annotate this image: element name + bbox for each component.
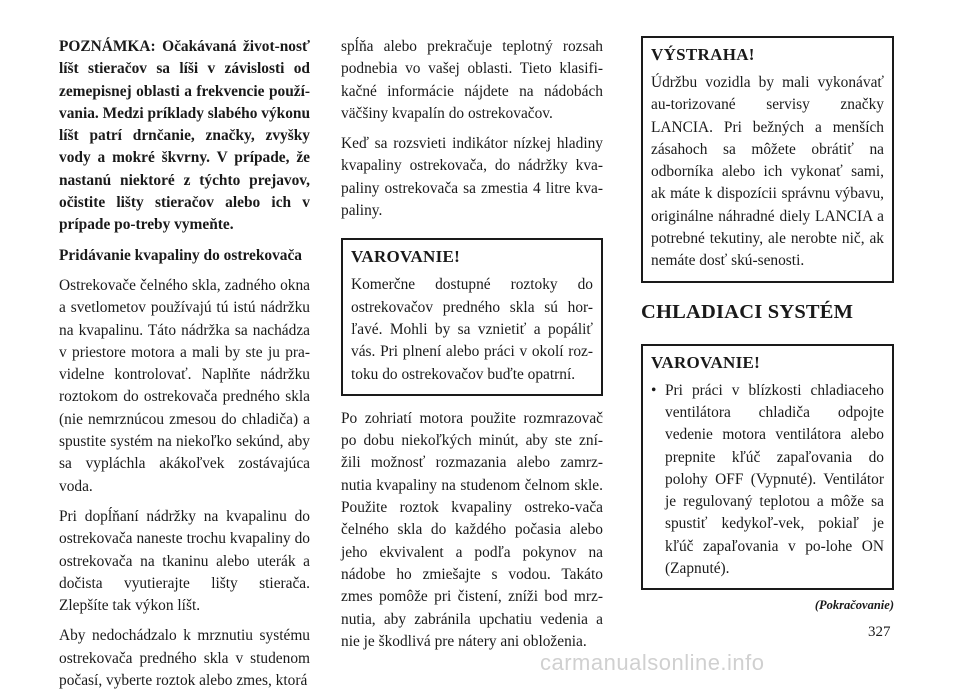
warning-title: VAROVANIE! xyxy=(351,247,461,267)
paragraph: Keď sa rozsvieti indikátor nízkej hladiny kvapaliny ostrekovača, do nádržky kva-paliny ostrekovača sa zmestia 4 litre kva-paliny. xyxy=(341,135,603,220)
paragraph: Ostrekovače čelného skla, zadného okna a svetlometov používajú tú istú nádržku na kvapalinu. Táto nádržka sa nachádza v priestore motora a mali by ste ju pra-videlne kontrolovať. Naplňte nádržku roztokom do ostrekovača predného skla (nie nemrznúcou zmesou do chladiča) a spustite systém na niekoľko sekúnd, aby sa vypláchla akákoľvek zostávajúca voda. xyxy=(59,276,310,495)
paragraph: Aby nedochádzalo k mrznutiu systému ostrekovača predného skla v studenom počasí, vyberte roztok alebo zmes, ktorá xyxy=(59,627,310,690)
paragraph: spĺňa alebo prekračuje teplotný rozsah podnebia vo vašej oblasti. Tieto klasifi-kačné informácie nájdete na nádobách väčšiny kvapalín do ostrekovačov. xyxy=(341,38,603,122)
caution-title: VÝSTRAHA! xyxy=(651,45,755,64)
section-heading: CHLADIACI SYSTÉM xyxy=(641,300,854,323)
subheading-washer-fluid: Pridávanie kvapaliny do ostrekovača xyxy=(59,246,302,264)
bullet-icon: • xyxy=(651,381,657,399)
note-paragraph: POZNÁMKA: Očakávaná život-nosť líšt stieračov sa líši v závislosti od zemepisnej oblasti a frekvencie použí-vania. Medzi príklady slabého výkonu líšt patrí drnčanie, značky, zvyšky vody a mokré škvrny. V prípade, že nastanú niektoré z týchto prejavov, očistite lišty stieračov alebo ich v prípade po-treby vymeňte. xyxy=(59,38,311,234)
warning-text: Komerčne dostupné roztoky do ostrekovačov predného skla sú hor-ľavé. Mohli by sa vznietiť a popáliť vás. Pri plnení alebo práci v okolí roz-toku do ostrekovačov buďte opatrní. xyxy=(351,276,593,383)
column-middle xyxy=(341,36,603,661)
watermark: carmanualsonline.info xyxy=(540,650,765,675)
continued-label: (Pokračovanie) xyxy=(814,598,894,613)
column-right xyxy=(641,36,894,613)
warning-box xyxy=(641,344,894,591)
paragraph: Po zohriatí motora použite rozmrazovač po dobu niekoľkých minút, aby ste zní-žili možnosť rozmazania alebo zamrz-nutia kvapaliny na studenom čelnom skle. Použite roztok kvapaliny ostreko-vača čelného skla do každého počasia alebo jeho ekvivalent a podľa pokynov na nádobe ho zmiešajte s vodou. Takáto zmes pomôže pri čistení, zníži bod mrz-nutia, aby zabránila upchatiu vedenia a nie je škodlivá pre nátery ani obloženia. xyxy=(341,409,603,650)
warning-title: VAROVANIE! xyxy=(651,352,761,372)
bullet-text: Pri práci v blízkosti chladiaceho ventilátora chladiča odpojte vedenie motora ventilátora alebo prepnite kľúč zapaľovania do polohy OFF (Vypnuté). Ventilátor je regulovaný teplotou a môže sa spustiť kedykoľ-vek, pokiaľ je kľúč zapaľovania v po-lohe ON (Zapnuté). xyxy=(665,381,884,578)
bullet-item xyxy=(651,380,884,581)
caution-text: Údržbu vozidla by mali vykonávať au-torizované servisy značky LANCIA. Pri bežných a menších zásahoch sa môžete obrátiť na odborníka alebo ich vykonať sami, ak máte k dispozícii správnu výbavu, originálne náhradné diely LANCIA a potrebné tekutiny, ale nerobte nič, ak nemáte dosť skú-senosti. xyxy=(651,74,884,270)
paragraph: Pri dopĺňaní nádržky na kvapalinu do ostrekovača naneste trochu kvapaliny do ostrekovača na tkaninu alebo uterák a dočista vyutierajte lišty stierača. Zlepšíte tak výkon líšt. xyxy=(59,507,310,615)
warning-box xyxy=(341,238,603,395)
page-number: 327 xyxy=(868,624,891,640)
column-left xyxy=(59,36,310,700)
caution-box xyxy=(641,36,894,283)
